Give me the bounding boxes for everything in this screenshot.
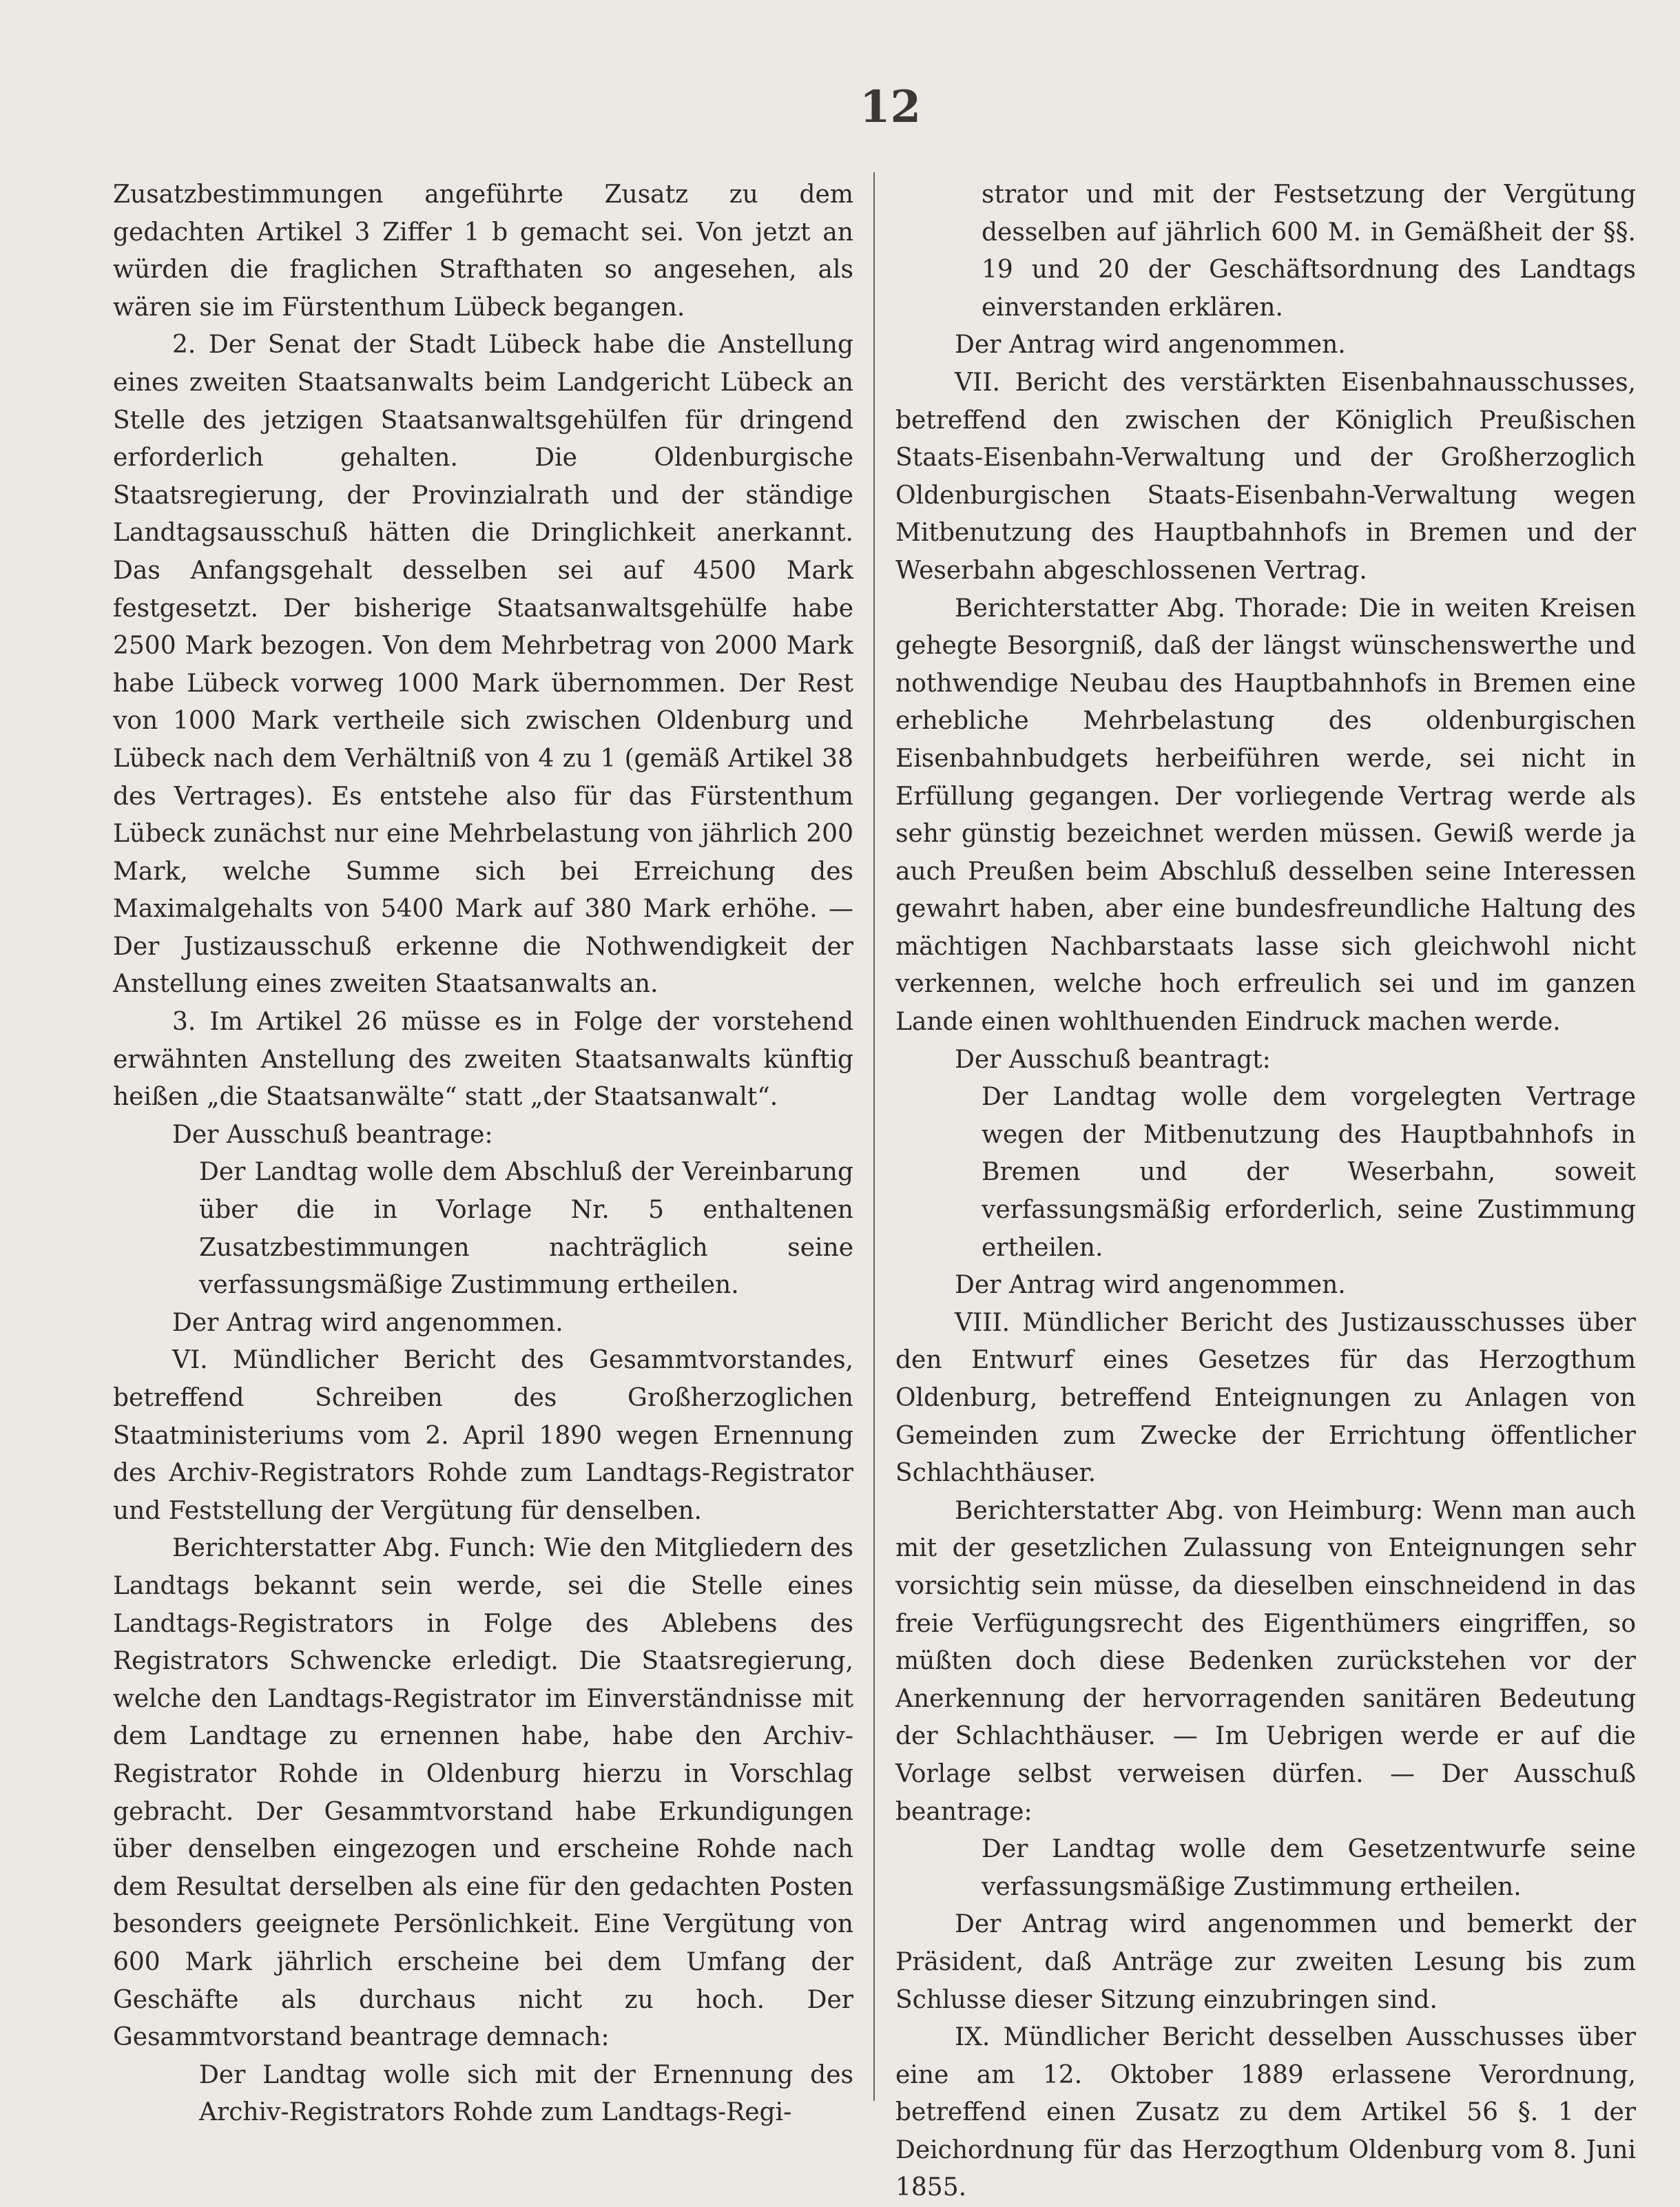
motion-quote: Der Landtag wolle sich mit der Ernennung des Archiv-Registrators Rohde zum Landtags-Regi-	[199, 2060, 853, 2127]
agenda-item: VIII. Mündlicher Bericht des Justizausschusses über den Entwurf eines Gesetzes für das Herzogthum Oldenburg, betreffend Enteignungen zu Anlagen von Gemeinden zum Zwecke der Errichtung öffentlicher Schlachthäuser.	[895, 1308, 1636, 1488]
agenda-item: VII. Bericht des verstärkten Eisenbahnausschusses, betreffend den zwischen der Königlich Preußischen Staats-Eisenbahn-Verwaltung und der Großherzoglich Oldenburgischen Staats-Eisenbahn-Verwaltung wegen Mitbenutzung des Hauptbahnhofs in Bremen und der Weserbahn abgeschlossenen Vertrag.	[895, 368, 1636, 585]
paragraph: 3. Im Artikel 26 müsse es in Folge der vorstehend erwähnten Anstellung des zweiten Staatsanwalts künftig heißen „die Staatsanwälte“ statt „der Staatsanwalt“.	[113, 1008, 853, 1112]
motion-quote-continued: strator und mit der Festsetzung der Vergütung desselben auf jährlich 600 M. in Gemäßheit der §§. 19 und 20 der Geschäftsordnung des Landtags einverstanden erklären.	[982, 180, 1636, 322]
left-column	[113, 176, 853, 2132]
page-number: 12	[860, 81, 922, 133]
paragraph: Der Ausschuß beantrage:	[172, 1120, 493, 1149]
right-column	[895, 176, 1636, 2207]
paragraph: Berichterstatter Abg. Thorade: Die in weiten Kreisen gehegte Besorgniß, daß der längst wünschenswerthe und nothwendige Neubau des Hauptbahnhofs in Bremen eine erhebliche Mehrbelastung des oldenburgischen Eisenbahnbudgets herbeiführen werde, sei nicht in Erfüllung gegangen. Der vorliegende Vertrag werde als sehr günstig bezeichnet werden müssen. Gewiß werde ja auch Preußen beim Abschluß desselben seine Interessen gewahrt haben, aber eine bundesfreundliche Haltung des mächtigen Nachbarstaats lasse sich gleichwohl nicht verkennen, welche hoch erfreulich sei und im ganzen Lande einen wohlthuenden Eindruck machen werde.	[895, 594, 1636, 1037]
paragraph: 2. Der Senat der Stadt Lübeck habe die Anstellung eines zweiten Staatsanwalts beim Landgericht Lübeck an Stelle des jetzigen Staatsanwaltsgehülfen für dringend erforderlich gehalten. Die Oldenburgische Staatsregierung, der Provinzialrath und der ständige Landtagsausschuß hätten die Dringlichkeit anerkannt. Das Anfangsgehalt desselben sei auf 4500 Mark festgesetzt. Der bisherige Staatsanwaltsgehülfe habe 2500 Mark bezogen. Von dem Mehrbetrag von 2000 Mark habe Lübeck vorweg 1000 Mark übernommen. Der Rest von 1000 Mark vertheile sich zwischen Oldenburg und Lübeck nach dem Verhältniß von 4 zu 1 (gemäß Artikel 38 des Vertrages). Es entstehe also für das Fürstenthum Lübeck zunächst nur eine Mehrbelastung von jährlich 200 Mark, welche Summe sich bei Erreichung des Maximalgehalts von 5400 Mark auf 380 Mark erhöhe. — Der Justizausschuß erkenne die Nothwendigkeit der Anstellung eines zweiten Staatsanwalts an.	[113, 331, 853, 999]
paragraph: Der Antrag wird angenommen.	[955, 1271, 1346, 1300]
motion-quote: Der Landtag wolle dem Gesetzentwurfe seine verfassungsmäßige Zustimmung ertheilen.	[982, 1835, 1636, 1901]
agenda-item: IX. Mündlicher Bericht desselben Ausschusses über eine am 12. Oktober 1889 erlassene Verordnung, betreffend einen Zusatz zu dem Artikel 56 §. 1 der Deichordnung für das Herzogthum Oldenburg vom 8. Juni 1855.	[895, 2023, 1636, 2202]
paragraph: Berichterstatter Abg. Funch: Wie den Mitgliedern des Landtags bekannt sein werde, sei die Stelle eines Landtags-Registrators in Folge des Ablebens des Registrators Schwencke erledigt. Die Staatsregierung, welche den Landtags-Registrator im Einverständnisse mit dem Landtage zu ernennen habe, habe den Archiv-Registrator Rohde in Oldenburg hierzu in Vorschlag gebracht. Der Gesammtvorstand habe Erkundigungen über denselben eingezogen und erscheine Rohde nach dem Resultat derselben als eine für den gedachten Posten besonders geeignete Persönlichkeit. Eine Vergütung von 600 Mark jährlich erscheine bei dem Umfang der Geschäfte als durchaus nicht zu hoch. Der Gesammtvorstand beantrage demnach:	[113, 1534, 853, 2052]
paragraph: Der Ausschuß beantragt:	[955, 1045, 1271, 1074]
paragraph: Der Antrag wird angenommen.	[172, 1308, 563, 1337]
column-divider	[873, 172, 875, 2101]
motion-quote: Der Landtag wolle dem vorgelegten Vertrage wegen der Mitbenutzung des Hauptbahnhofs in Bremen und der Weserbahn, soweit verfassungsmäßig erforderlich, seine Zustimmung ertheilen.	[982, 1083, 1636, 1262]
motion-quote: Der Landtag wolle dem Abschluß der Vereinbarung über die in Vorlage Nr. 5 enthaltenen Zusatzbestimmungen nachträglich seine verfassungsmäßige Zustimmung ertheilen.	[199, 1158, 853, 1300]
paragraph: Der Antrag wird angenommen.	[955, 331, 1346, 360]
paragraph: Der Antrag wird angenommen und bemerkt der Präsident, daß Anträge zur zweiten Lesung bis zum Schlusse dieser Sitzung einzubringen sind.	[895, 1910, 1636, 2014]
agenda-item: VI. Mündlicher Bericht des Gesammtvorstandes, betreffend Schreiben des Großherzoglichen Staatministeriums vom 2. April 1890 wegen Ernennung des Archiv-Registrators Rohde zum Landtags-Registrator und Feststellung der Vergütung für denselben.	[113, 1346, 853, 1525]
paragraph: Berichterstatter Abg. von Heimburg: Wenn man auch mit der gesetzlichen Zulassung von Enteignungen sehr vorsichtig sein müsse, da dieselben einschneidend in das freie Verfügungsrecht des Eigenthümers eingriffen, so müßten doch diese Bedenken zurückstehen vor der Anerkennung der hervorragenden sanitären Bedeutung der Schlachthäuser. — Im Uebrigen werde er auf die Vorlage selbst verweisen dürfen. — Der Ausschuß beantrage:	[895, 1496, 1636, 1826]
paragraph: Zusatzbestimmungen angeführte Zusatz zu dem gedachten Artikel 3 Ziffer 1 b gemacht sei. Von jetzt an würden die fraglichen Strafthaten so angesehen, als wären sie im Fürstenthum Lübeck begangen.	[113, 180, 853, 322]
